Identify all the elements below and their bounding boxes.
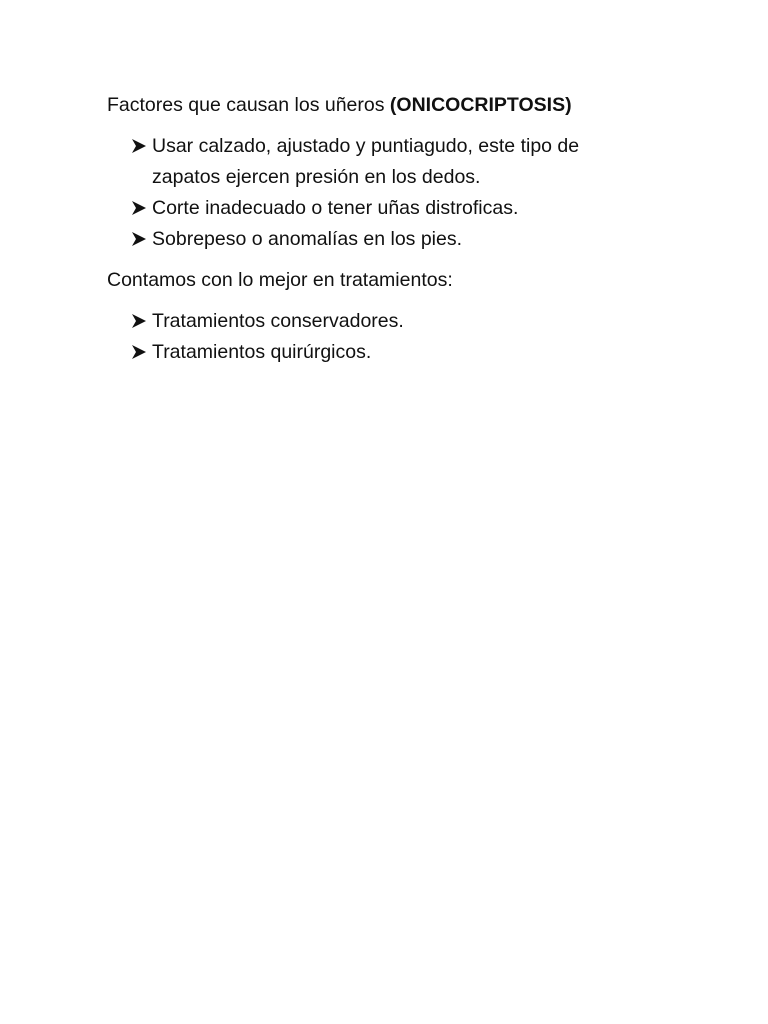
arrowhead-bullet-icon — [130, 193, 148, 224]
treatment-item: Tratamientos conservadores. — [152, 310, 404, 332]
arrowhead-bullet-icon — [130, 306, 148, 337]
list-item — [130, 337, 404, 368]
cause-line: Usar calzado, ajustado y puntiagudo, este tipo de — [152, 135, 580, 157]
arrowhead-bullet-icon — [130, 337, 148, 368]
intro-bold-term: (ONICOCRIPTOSIS) — [389, 94, 572, 116]
treatments-heading: Contamos con lo mejor en tratamientos: — [107, 269, 453, 291]
intro-paragraph — [107, 90, 572, 121]
arrowhead-bullet-icon — [130, 131, 148, 162]
arrowhead-bullet-icon — [130, 224, 148, 255]
treatments-list — [130, 306, 404, 368]
cause-line: Corte inadecuado o tener uñas distroficas. — [152, 197, 519, 219]
treatment-item: Tratamientos quirúrgicos. — [152, 341, 372, 363]
list-item — [130, 193, 579, 224]
list-item — [130, 224, 579, 255]
intro-text: Factores que causan los uñeros — [107, 94, 390, 116]
cause-line: zapatos ejercen presión en los dedos. — [152, 166, 481, 188]
causes-list — [130, 131, 579, 255]
cause-line: Sobrepeso o anomalías en los pies. — [152, 228, 463, 250]
list-item — [130, 131, 579, 193]
list-item — [130, 306, 404, 337]
